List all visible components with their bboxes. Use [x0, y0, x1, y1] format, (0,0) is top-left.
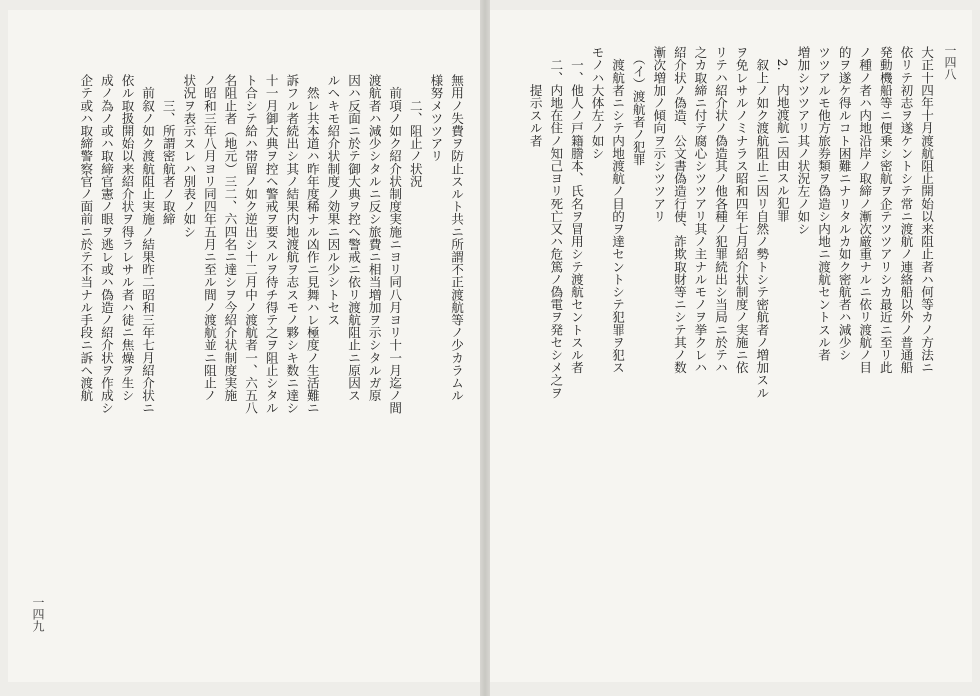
text-column: 叙上ノ如ク渡航阻止ニ因リ自然ノ勢トシテ密航者ノ増加スル: [754, 46, 770, 399]
text-column: 前項ノ如ク紹介状制度実施ニヨリ同八月ヨリ十一月迄ノ間: [387, 74, 403, 415]
text-column: 一、他人ノ戸籍謄本、氏名ヲ冒用シテ渡航セントスル者: [568, 46, 584, 374]
text-column: リテハ紹介状ノ偽造其ノ他各種ノ犯罪続出シ当局ニ於テハ: [713, 46, 729, 374]
text-column: 大正十四年十月渡航阻止開始以来阻止者ハ何等カノ方法ニ: [919, 46, 934, 374]
right-page-number: 一四八: [943, 44, 957, 80]
right-page-text: [526, 46, 936, 652]
left-page-number: 一四九: [31, 596, 45, 632]
text-column: （イ）渡航者ノ犯罪: [630, 46, 646, 166]
text-column: 無用ノ失費ヲ防止スルト共ニ所謂不正渡航等ノ少カラムル: [449, 74, 464, 402]
text-column: 前叙ノ如ク渡航阻止実施ノ結果昨二昭和三年七月紹介状ニ: [140, 74, 156, 415]
text-column: 三、所謂密航者ノ取締: [160, 74, 176, 226]
text-column: ヲ免レサルノミナラス昭和四年七月紹介状制度ノ実施ニ依: [733, 46, 749, 374]
text-column: 因ハ反面ニ於テ御大典ヲ控ヘ警戒ニ依リ渡航阻止ニ原因ス: [346, 74, 362, 402]
text-column: 的ヲ遂ケ得ルコト困難ニナリタルカ如ク密航者ハ減少シ: [836, 46, 852, 361]
text-column: ツツアルモ他方旅券類ヲ偽造シ内地ニ渡航セントスル者: [816, 46, 832, 361]
text-column: ルヘキモ紹介状制度ノ効果ニ因ル少シトセス: [325, 74, 341, 326]
text-column: ノ種ノ者ハ内地沿岸ノ取締ノ漸次厳重ナルニ依リ渡航ノ目: [857, 46, 873, 374]
text-column: 依リテ初志ヲ遂ケントシテ常ニ渡航ノ連絡船以外ノ普通船: [898, 46, 914, 374]
text-column: 成ノ為ノ或ハ取締官憲ノ眼ヲ逃レ或ハ偽造ノ紹介状ヲ作成シ: [98, 74, 114, 415]
text-column: 様努メツツアリ: [428, 74, 444, 163]
text-column: モノハ大体左ノ如シ: [589, 46, 605, 160]
text-column: 然レ共本道ハ昨年度稀ナル凶作ニ見舞ハレ極度ノ生活難ニ: [304, 74, 320, 415]
text-column: ト合シテ給ハ帯留ノ如ク逆出シ十二月中ノ渡航者一、六五八: [243, 74, 259, 415]
text-column: 十一月御大典ヲ控ヘ警戒ヲ要スルヲ待チ得テ之ヲ阻止シタル: [263, 74, 279, 415]
text-column: 漸次増加ノ傾向ヲ示シツツアリ: [651, 46, 667, 223]
text-column: 紹介状ノ偽造、公文書偽造行使、詐欺取財等ニシテ其ノ数: [671, 46, 687, 374]
text-column: 増加シツツアリ其ノ状況左ノ如シ: [795, 46, 811, 235]
text-column: 状況ヲ表示スレハ別表ノ如シ: [181, 74, 197, 238]
text-column: 発動機船等ニ便乗シ密航ヲ企テツツアリシカ最近ニ至リ此: [877, 46, 893, 374]
text-column: 之カ取締ニ付テ腐心シツツアリ其ノ主ナルモノヲ挙クレハ: [692, 46, 708, 374]
text-column: 提示スル者: [527, 46, 543, 147]
text-column: 2. 内地渡航ニ因由スル犯罪: [774, 46, 790, 222]
text-column: 渡航者ハ減少シタルニ反シ旅費ニ相当増加ヲ示シタルガ原: [366, 74, 382, 402]
text-column: 訴フル者続出シ其ノ結果内地渡航ヲ志スモノ夥シキ数ニ達シ: [284, 74, 300, 415]
book-gutter: [480, 0, 490, 696]
text-column: 依ル取扱開始以来紹介状ヲ得ラレサル者ハ徒ニ焦燥ヲ生シ: [119, 74, 135, 402]
text-column: 渡航者ニシテ内地渡航ノ目的ヲ達セントシテ犯罪ヲ犯ス: [610, 46, 626, 374]
text-column: 二、内地在住ノ知己ヨリ死亡又ハ危篤ノ偽電ヲ発セシメ之ヲ: [548, 46, 564, 399]
right-page: [490, 10, 972, 682]
text-column: 企テ或ハ取締警察官ノ面前ニ於テ不当ナル手段ニ訴ヘ渡航: [78, 74, 94, 402]
left-page: [8, 10, 480, 682]
text-column: ノ昭和三年八月ヨリ同四年五月ニ至ル間ノ渡航並ニ阻止ノ: [201, 74, 217, 402]
text-column: 名阻止者（地元）三二、六四名ニ達シヲ今紹介状制度実施: [222, 74, 238, 402]
left-page-text: [78, 74, 466, 644]
text-column: 二、阻止ノ状況: [407, 74, 423, 188]
